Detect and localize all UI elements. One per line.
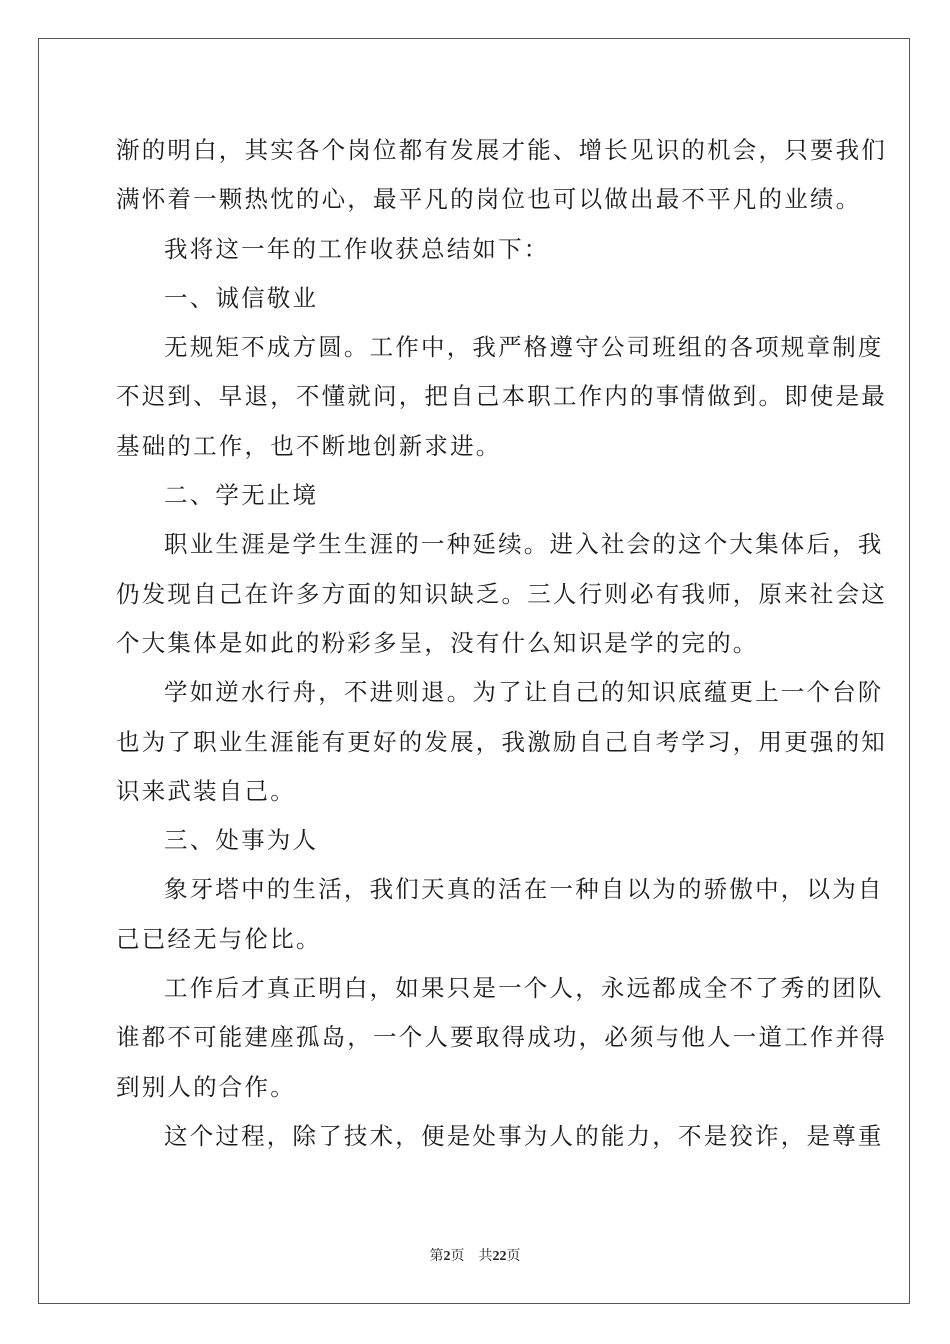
section-heading-learning: 二、学无止境	[164, 481, 319, 510]
text-line: 无规矩不成方圆。工作中，我严格遵守公司班组的各项规章制度	[164, 333, 884, 362]
text-line: 仍发现自己在许多方面的知识缺乏。三人行则必有我师，原来社会这	[116, 579, 887, 608]
text-line: 渐的明白，其实各个岗位都有发展才能、增长见识的机会，只要我们	[116, 136, 887, 164]
text-line: 基础的工作，也不断地创新求进。	[116, 431, 502, 460]
text-line: 象牙塔中的生活，我们天真的活在一种自以为的骄傲中，以为自	[164, 875, 884, 904]
text-line: 识来武装自己。	[116, 776, 296, 805]
text-line: 学如逆水行舟，不进则退。为了让自己的知识底蕴更上一个台阶	[164, 678, 884, 707]
text-line: 也为了职业生涯能有更好的发展，我激励自己自考学习，用更强的知	[116, 727, 887, 756]
text-line: 己已经无与伦比。	[116, 924, 322, 953]
page-prefix: 第	[429, 1248, 444, 1264]
page-suffix: 页	[450, 1248, 465, 1264]
document-body	[116, 126, 887, 1161]
total-pages: 22	[492, 1249, 507, 1264]
page-number: 2	[443, 1249, 451, 1264]
page-footer	[0, 1246, 950, 1267]
text-line: 谁都不可能建座孤岛，一个人要取得成功，必须与他人一道工作并得	[116, 1023, 887, 1052]
text-line: 职业生涯是学生生涯的一种延续。进入社会的这个大集体后，我	[164, 530, 884, 559]
text-line: 个大集体是如此的粉彩多呈，没有什么知识是学的完的。	[116, 628, 759, 657]
section-heading-integrity: 一、诚信敬业	[164, 283, 319, 312]
text-line: 这个过程，除了技术，便是处事为人的能力，不是狡诈，是尊重	[164, 1121, 884, 1150]
total-suffix: 页	[506, 1248, 521, 1264]
text-line: 我将这一年的工作收获总结如下：	[164, 234, 550, 263]
text-line: 满怀着一颗热忱的心，最平凡的岗位也可以做出最不平凡的业绩。	[116, 185, 862, 214]
text-line: 到别人的合作。	[116, 1072, 296, 1101]
section-heading-conduct: 三、处事为人	[164, 826, 319, 855]
text-line: 不迟到、早退，不懂就问，把自己本职工作内的事情做到。即使是最	[116, 382, 887, 411]
text-line: 工作后才真正明白，如果只是一个人，永远都成全不了秀的团队	[164, 974, 884, 1003]
total-prefix: 共	[478, 1248, 493, 1264]
